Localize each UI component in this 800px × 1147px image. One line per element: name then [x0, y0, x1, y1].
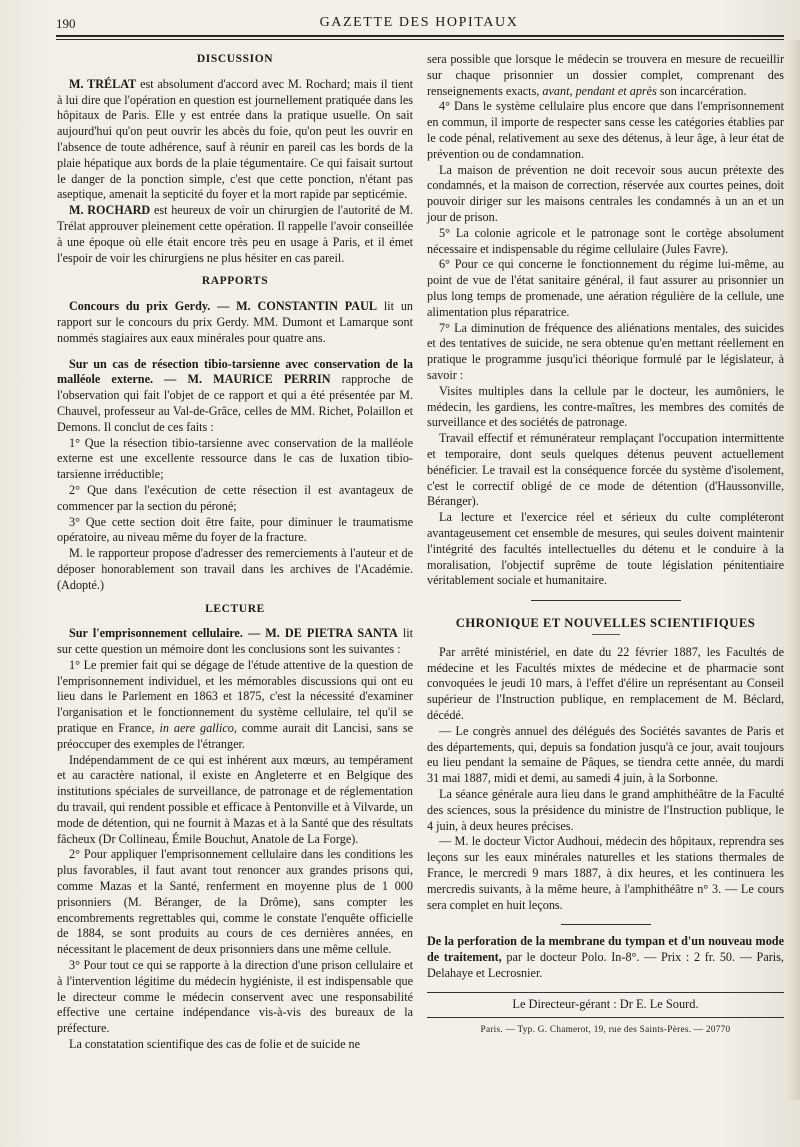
- header-rule-thick: [56, 35, 784, 37]
- running-title: GAZETTE DES HOPITAUX: [319, 15, 519, 30]
- book-title: De la perforation de la membrane du tympan et d'un nouveau mode de traitement,: [427, 934, 784, 965]
- section-heading-discussion: DISCUSSION: [196, 53, 274, 65]
- paragraph-book-notice: De la perforation de la membrane du tympan et d'un nouveau mode de traitement, par le docteur Polo. In-8°. — Prix : 2 fr. 50. — Paris, Delahaye et Lecrosnier.: [427, 934, 784, 981]
- paragraph-chronique-3: La séance générale aura lieu dans le grand amphithéâtre de la Faculté des sciences, sous la présidence du ministre de l'Instruction publique, le 4 juin, à deux heures précises.: [427, 787, 784, 833]
- page-header: [56, 10, 782, 34]
- printer-imprint: Paris. — Typ. G. Chamerot, 19, rue des Saints-Pères. — 20770: [480, 1023, 731, 1034]
- speaker-name: — M. MAURICE PERRIN: [164, 372, 331, 387]
- speaker-name: M. TRÉLAT: [69, 76, 137, 91]
- binding-margin: [788, 40, 800, 1100]
- article-title: Concours du prix Gerdy.: [69, 299, 211, 314]
- paragraph-resection-1: 1° Que la résection tibio-tarsienne avec conservation de la malléole externe est une excellente ressource dans le cas de luxation tibio-tarsienne irréductible;: [57, 435, 413, 482]
- paragraph-conclusion-4b: La maison de prévention ne doit recevoir sous aucun prétexte des condamnés, et la maison de correction, réservée aux courtes peines, doit pouvoir diriger sur les maisons centrales les condamnés à un an et un jour de prison.: [427, 162, 784, 224]
- page-number: 190: [56, 16, 76, 31]
- paragraph-conclusion-7b: Visites multiples dans la cellule par le docteur, les aumôniers, le médecin, les gardiens, les contre-maîtres, les membres des comités de surveillance et des sociétés de patronage.: [427, 383, 784, 430]
- speaker-name: M. ROCHARD: [69, 203, 151, 218]
- heading-underline: [592, 634, 620, 635]
- paragraph-conclusion-3b: La constatation scientifique des cas de folie et de suicide ne: [69, 1037, 361, 1052]
- paragraph-conclusion-6: 6° Pour ce qui concerne le fonctionnement du régime lui-même, au point de vue de l'état sanitaire général, il faut assurer au prisonnier un plus long temps de promenade, une aération régulière de la cellule, une alimentation plus réparatrice.: [427, 257, 784, 319]
- paragraph-resection-4: M. le rapporteur propose d'adresser des remerciements à l'auteur et de déposer honorablement son travail dans les archives de l'Académie. (Adopté.): [57, 546, 413, 592]
- article-title: Sur l'emprisonnement cellulaire.: [69, 626, 243, 641]
- paragraph-conclusion-7: 7° La diminution de fréquence des aliénations mentales, des suicides et des tentatives de suicide, ne sera obtenue qu'en mettant réellement en pratique le programme jusqu'ici théorique formulé par le législateur, à savoir :: [427, 320, 784, 382]
- paragraph-resection: Sur un cas de résection tibio-tarsienne avec conservation de la malléole externe. — M. MAURICE PERRIN rapproche de l'observation qui fait l'objet de ce rapport et qui a été présentée par M. Chauvel, professeur au Val-de-Grâce, celles de MM. Richet, Polaillon et Demons. Il conclut de ces faits :: [57, 356, 413, 434]
- section-heading-rapports: RAPPORTS: [201, 275, 269, 288]
- speaker-name: — M. CONSTANTIN PAUL: [217, 299, 378, 314]
- paragraph-chronique-4: — M. le docteur Victor Audhoui, médecin des hôpitaux, reprendra ses leçons sur les eaux minérales naturelles et les stations thermales de France, le mercredi 9 mars 1887, à dix heures, et les continuera les mercredis suivants, à la même heure, à l'amphithéâtre n° 3. — Le cours sera complet en huit leçons.: [427, 834, 784, 912]
- signature-rule: [427, 1017, 784, 1018]
- paragraph-trelat: M. TRÉLAT est absolument d'accord avec M. Rochard; mais il tient à lui dire que l'opération en question est journellement pratiquée dans les hôpitaux de Paris. Elle y est entrée dans la pratique usuelle. On sait aujourd'hui qu'on peut ouvrir les abcès du foie, qu'on peut les ouvrir en l'absence de toute adhérence, sauf à réunir en pareil cas les bords de la plaie hépatique aux bords de la plaie tégumentaire. Ce qui faisait surtout le danger de la ponction simple, c'est que cette ponction, n'étant pas aseptique, amenait la septicité du foyer et la mort rapide par septicémie.: [57, 76, 413, 202]
- section-heading-lecture: LECTURE: [205, 602, 265, 615]
- paragraph-conclusion-3: 3° Pour tout ce qui se rapporte à la direction d'une prison cellulaire et à l'intervention légitime du médecin hygiéniste, il est indispensable que le directeur comme le médecin conservent avec une responsabilité effective une certaine indépendance vis-à-vis des bureaux de la préfecture.: [57, 958, 413, 1036]
- signature-rule: [427, 992, 784, 993]
- paragraph-conclusion-2: 2° Pour appliquer l'emprisonnement cellulaire dans les conditions les plus favorables, il faut avant tout renoncer aux grandes prisons qui, comme Mazas et la Santé, renferment en moyenne plus de 1 000 prisonniers (M. Béranger, de la Drôme), sans compter les encombrements regrettables qui, comme le constate l'enquête officielle de 1884, se sont produits au cours de ces dernières années, en nécessitant le placement de deux prisonniers dans une même cellule.: [57, 847, 413, 957]
- speaker-name: — M. DE PIETRA SANTA: [248, 626, 398, 641]
- paragraph-conclusion-5: 5° La colonie agricole et le patronage sont le cortège absolument nécessaire et indispensable du régime cellulaire (Jules Favre).: [427, 225, 784, 256]
- article-title: Sur un cas de résection tibio-tarsienne avec conservation de la malléole externe.: [57, 356, 413, 387]
- paragraph-conclusion-1b: Indépendamment de ce qui est inhérent aux mœurs, au tempérament et au caractère national, il existe en Angleterre et en Belgique des institutions spéciales de surveillance, de patronage et de réglementation du travail, qui rendent possible et efficace à Pentonville et à Vilvarde, un mode de détention, qui ne fournit à Mazas et à la Santé que des résultats fâcheux (Dr Collineau, Émile Bouchut, Anatole de La Forge).: [57, 752, 413, 846]
- director-signature: Le Directeur-gérant : Dr E. Le Sourd.: [512, 996, 699, 1011]
- paragraph-conclusion-4: 4° Dans le système cellulaire plus encore que dans l'emprisonnement en commun, il importe de respecter sans cesse les catégories établies par le code pénal, relativement au sexe des détenus, à leur âge, à leur état de prévention ou de condamnation.: [427, 99, 784, 161]
- paragraph-gerdy: Concours du prix Gerdy. — M. CONSTANTIN PAUL lit un rapport sur le concours du prix Gerdy. MM. Dumont et Lamarque sont nommés stagiaires aux eaux minérales pour quatre ans.: [57, 299, 414, 345]
- paragraph-continuation: sera possible que lorsque le médecin se trouvera en mesure de recueillir sur chaque prisonnier un dossier complet, comprenant des renseignements exacts, avant, pendant et après son incarcération.: [427, 52, 784, 98]
- section-separator: [427, 594, 784, 604]
- paragraph-emprisonnement: Sur l'emprisonnement cellulaire. — M. DE PIETRA SANTA lit sur cette question un mémoire dont les conclusions sont les suivantes :: [57, 626, 414, 657]
- paragraph-conclusion-1: 1° Le premier fait qui se dégage de l'étude attentive de la question de l'emprisonnement individuel, et les mémorables discussions qui ont eu lieu dans le Parlement en 1863 et 1875, c'est la nécessité d'examiner l'organisation et le fonctionnement du système cellulaire, tel qu'il se pratique en France, in aere gallico, comme aurait dit Lancisi, sans se préoccuper des exemples de l'étranger.: [57, 657, 413, 751]
- left-column: [57, 52, 413, 1053]
- section-heading-chronique: CHRONIQUE ET NOUVELLES SCIENTIFIQUES: [455, 616, 756, 631]
- paragraph-resection-3: 3° Que cette section doit être faite, pour diminuer le traumatisme opératoire, au niveau même du foyer de la fracture.: [57, 514, 413, 545]
- paragraph-chronique-2: — Le congrès annuel des délégués des Sociétés savantes de Paris et des départements, qui, depuis sa fondation jusqu'à ce jour, avait toujours eu lieu pendant la semaine de Pâques, se tiendra cette année, du mardi 31 mai 1887, midi et demi, au samedi 4 juin, à la Sorbonne.: [427, 723, 784, 786]
- paragraph-conclusion-7c: Travail effectif et rémunérateur remplaçant l'occupation intermittente et temporaire, dont seuls quelques détenus peuvent actuellement bénéficier. Le travail est la conséquence forcée du système d'isolement, c'est le correctif obligé de ce mode de détention (d'Haussonville, Béranger).: [427, 431, 784, 509]
- header-rule-thin: [56, 39, 784, 40]
- paragraph-chronique-1: Par arrêté ministériel, en date du 22 février 1887, les Facultés de médecine et les Facultés mixtes de médecine et de pharmacie sont convoquées le jeudi 10 mars, à l'effet d'élire un représentant au Conseil supérieur de l'Instruction publique, en remplacement de M. Béclard, décédé.: [427, 644, 784, 723]
- paragraph-resection-2: 2° Que dans l'exécution de cette résection il est avantageux de commencer par la section du péroné;: [57, 482, 413, 513]
- section-separator: [427, 918, 784, 928]
- right-column: [427, 52, 784, 1037]
- paragraph-rochard: M. ROCHARD est heureux de voir un chirurgien de l'autorité de M. Trélat approuver pleinement cette opération. Il rappelle l'avoir conseillée à une époque où elle était encore très peu en usage à Paris, et il émet l'espoir de voir les chirurgiens ne plus hésiter en cas pareil.: [57, 203, 413, 265]
- paragraph-conclusion-7d: La lecture et l'exercice réel et sérieux du culte compléteront avantageusement cet ensemble de mesures, qui seules doivent maintenir l'intégrité des facultés intellectuelles du détenu et le conduire à la moralisation, l'objectif suprême de toute législation pénitentiaire véritablement sociale et humanitaire.: [427, 510, 784, 588]
